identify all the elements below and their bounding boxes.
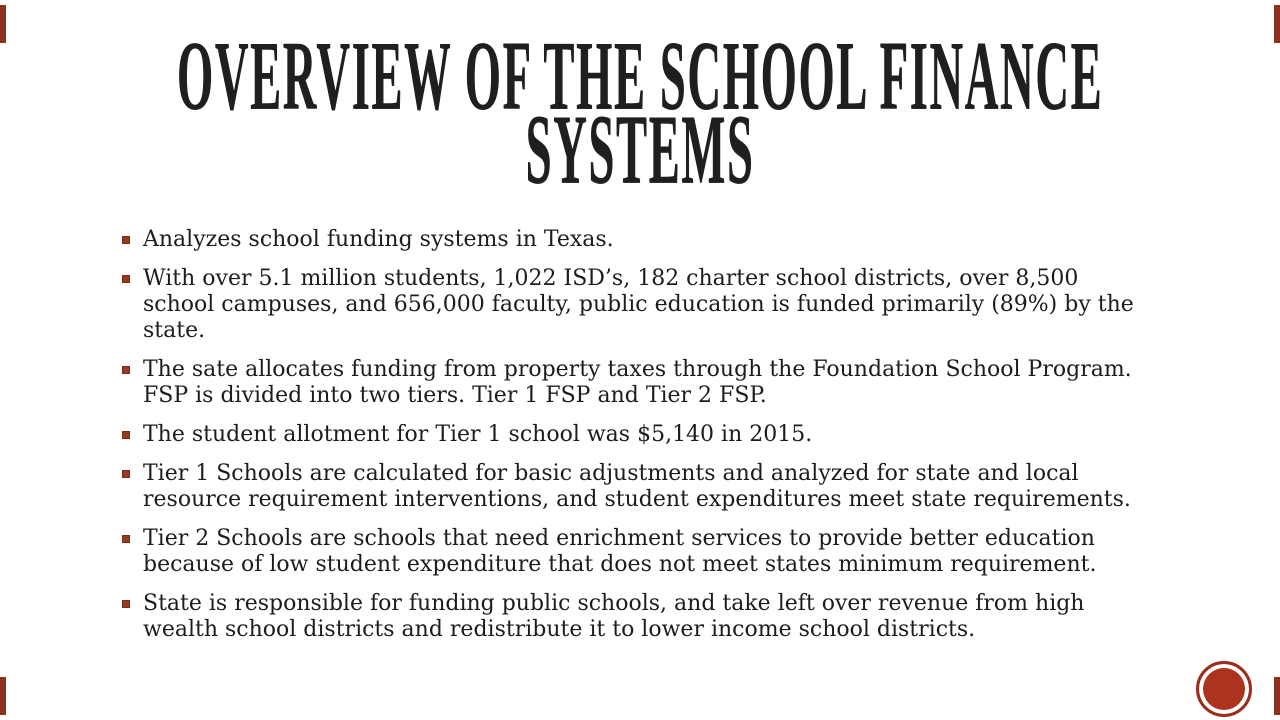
- bullet-item: [122, 227, 1167, 253]
- bullet-text: The student allotment for Tier 1 school was $5,140 in 2015.: [143, 422, 813, 447]
- bullet-text: Tier 2 Schools are schools that need enrichment services to provide better education because of low student expenditure that does not meet states minimum requirement.: [143, 526, 1097, 577]
- edge-tick-top-right-icon: [1274, 5, 1280, 43]
- bullet-text: Analyzes school funding systems in Texas.: [143, 227, 614, 252]
- bullet-square-icon: [122, 470, 130, 478]
- bullet-text: State is responsible for funding public schools, and take left over revenue from high wealth school districts and redistribute it to lower income school districts.: [143, 591, 1085, 642]
- bullet-square-icon: [122, 236, 130, 244]
- bullet-text: With over 5.1 million students, 1,022 ISD’s, 182 charter school districts, over 8,500 school campuses, and 656,000 faculty, public education is funded primarily (89%) by the state.: [143, 266, 1134, 343]
- bullet-square-icon: [122, 600, 130, 608]
- bullet-item: [122, 526, 1167, 578]
- edge-tick-bottom-right-icon: [1274, 677, 1280, 715]
- bullet-square-icon: [122, 366, 130, 374]
- bullet-text: The sate allocates funding from property taxes through the Foundation School Program. FSP is divided into two tiers. Tier 1 FSP and Tier 2 FSP.: [143, 357, 1132, 408]
- bullet-item: [122, 461, 1167, 513]
- slide-title: OVERVIEW OF THE SCHOOL FINANCE SYSTEMS: [176, 22, 1104, 205]
- bullet-text: Tier 1 Schools are calculated for basic adjustments and analyzed for state and local resource requirement interventions, and student expenditures meet state requirements.: [143, 461, 1131, 512]
- bullet-item: [122, 357, 1167, 409]
- stamp-circle-badge-icon: [1196, 661, 1252, 717]
- edge-tick-bottom-left-icon: [0, 677, 6, 715]
- bullet-item: [122, 266, 1167, 344]
- bullet-square-icon: [122, 535, 130, 543]
- bullet-item: [122, 422, 1167, 448]
- edge-tick-top-left-icon: [0, 5, 6, 43]
- bullet-list: [122, 227, 1167, 656]
- bullet-item: [122, 591, 1167, 643]
- bullet-square-icon: [122, 431, 130, 439]
- bullet-square-icon: [122, 275, 130, 283]
